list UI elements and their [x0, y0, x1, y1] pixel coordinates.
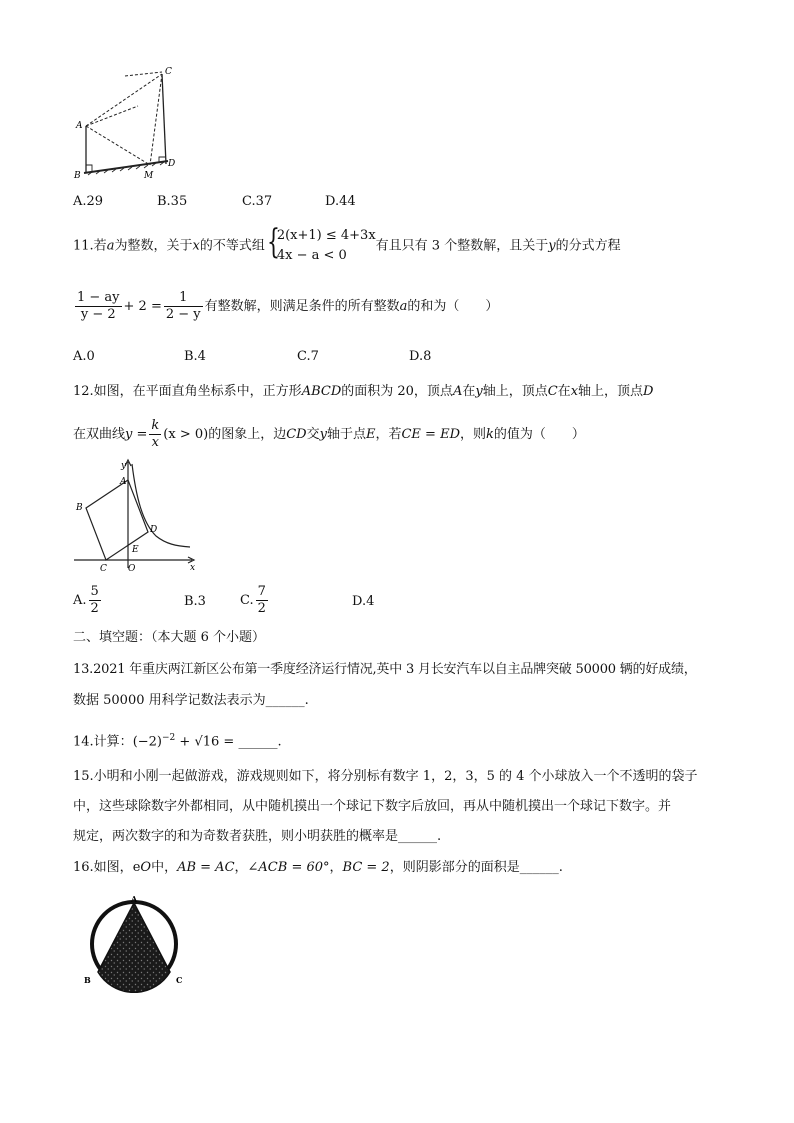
- q12-label-O: O: [128, 564, 136, 574]
- q11-option-c: C.7: [297, 349, 319, 364]
- q16-label-B: B: [84, 975, 91, 985]
- q10-option-d: D.44: [325, 194, 356, 209]
- q10-label-D: D: [168, 159, 176, 169]
- q12-label-E: E: [132, 545, 139, 555]
- q11-line2: $\frac{1 - ay}{y - 2}$ + 2 = $\frac{1}{2 - y}$ 有整数解，则满足条件的所有整数a的和为（ ）: [77, 290, 499, 322]
- q16-line: 16.如图，eO中，AB = AC，∠ACB = 60°，BC = 2，则阴影部分的面积是______.: [73, 860, 563, 875]
- q11-option-b: B.4: [184, 349, 206, 364]
- q16-label-A: A: [131, 894, 138, 904]
- q11-inequality-system: { 2(x+1) ≤ 4+3x 4x − a < 0: [266, 222, 376, 263]
- q13-line1: 13.2021 年重庆两江新区公布第一季度经济运行情况,英中 3 月长安汽车以自主品牌突破 50000 辆的好成绩，: [73, 662, 697, 677]
- q11-fraction-1: $\frac{1 - ay}{y - 2}$: [77, 290, 120, 322]
- q12-line1: 12.如图，在平面直角坐标系中，正方形ABCD的面积为 20，顶点A在y轴上，顶点C在x轴上，顶点D: [73, 384, 654, 399]
- q11-option-a: A.0: [73, 349, 95, 364]
- q12-label-A: A: [120, 477, 127, 487]
- q11-fraction-2: $\frac{1}{2 - y}$: [165, 290, 201, 322]
- q10-label-B: B: [74, 171, 81, 181]
- q15-line1: 15.小明和小刚一起做游戏，游戏规则如下，将分别标有数字 1，2，3，5 的 4 个小球放入一个不透明的袋子: [73, 769, 698, 784]
- q10-label-M: M: [144, 171, 154, 181]
- q14-line: 14.计算：$(-2)^{-2} + √16$ = ______.: [73, 733, 282, 750]
- q12-line2: 在双曲线y = $\frac{k}{x}$ (x > 0)的图象上，边CD交y轴于点E，若CE = ED，则k的值为（ ）: [73, 418, 585, 450]
- q15-line2: 中，这些球除数字外都相同，从中随机摸出一个球记下数字后放回，再从中随机摸出一个球记下数字。并: [73, 799, 672, 814]
- q16-label-C: C: [176, 975, 183, 985]
- q10-figure: [70, 62, 190, 187]
- q12-figure: [70, 456, 200, 574]
- q11-line1: 11.若a为整数，关于x的不等式组 { 2(x+1) ≤ 4+3x 4x − a < 0 有且只有 3 个整数解，且关于y的分式方程: [73, 226, 621, 266]
- q10-option-c: C.37: [242, 194, 273, 209]
- q11-option-d: D.8: [409, 349, 432, 364]
- q12-label-y: y: [121, 461, 127, 471]
- q10-label-A: A: [76, 121, 83, 131]
- q12-option-c: C. $\frac{7}{2}$: [240, 584, 266, 616]
- q12-option-d: D.4: [352, 594, 375, 609]
- q12-option-a: A. $\frac{5}{2}$: [73, 584, 99, 616]
- q13-line2: 数据 50000 用科学记数法表示为______.: [73, 693, 309, 708]
- section-heading-fill-in: 二、填空题：（本大题 6 个小题）: [73, 630, 266, 645]
- q12-k-over-x: $\frac{k}{x}$: [151, 418, 160, 450]
- q10-option-a: A.29: [73, 194, 104, 209]
- q12-label-x: x: [190, 563, 196, 573]
- q12-label-D: D: [150, 525, 158, 535]
- q15-line3: 规定，两次数字的和为奇数者获胜，则小明获胜的概率是______.: [73, 829, 442, 844]
- q16-figure: [80, 893, 190, 993]
- q10-label-C: C: [165, 67, 172, 77]
- q12-option-b: B.3: [184, 594, 206, 609]
- q12-label-B: B: [76, 503, 83, 513]
- q12-label-C: C: [100, 564, 107, 574]
- q10-option-b: B.35: [157, 194, 188, 209]
